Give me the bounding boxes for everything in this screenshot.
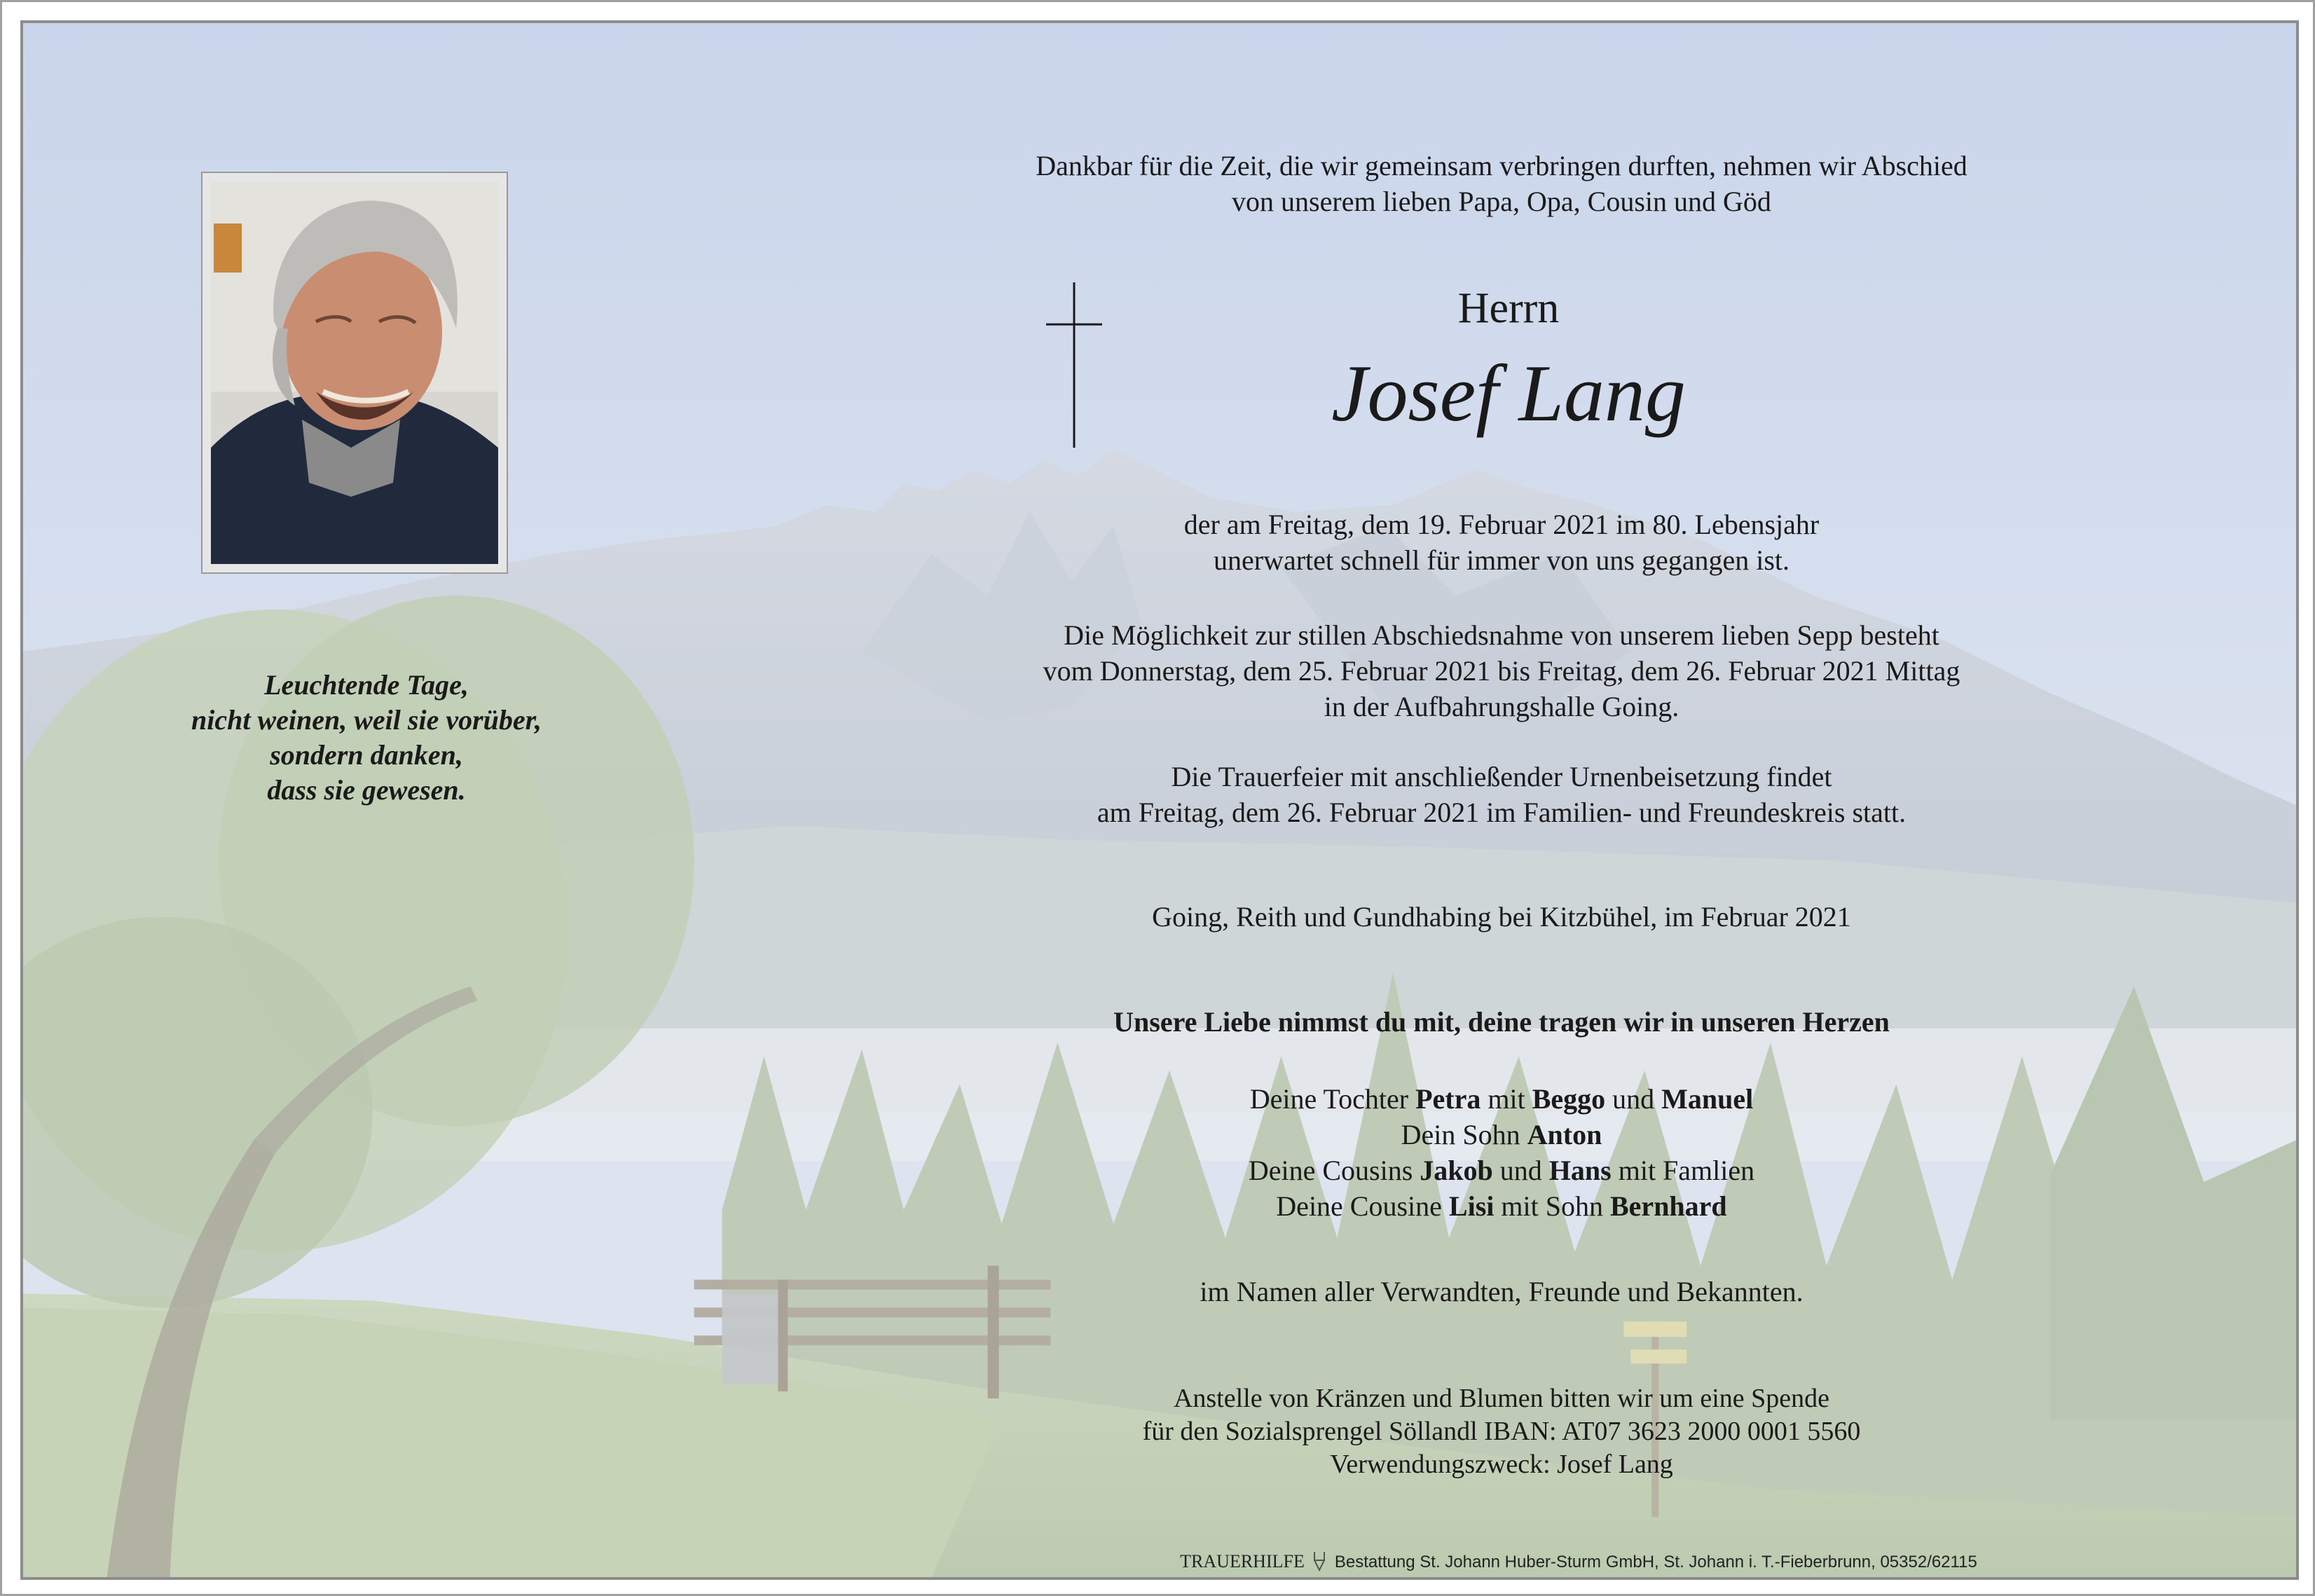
poem-line: dass sie gewesen. <box>267 774 466 806</box>
farewell-info <box>878 617 2125 724</box>
family-line: Deine Tochter Petra mit Beggo und Manuel <box>1249 1083 1754 1115</box>
honorific: Herrn <box>1457 284 1560 332</box>
poem-line: Leuchtende Tage, <box>264 669 469 701</box>
intro-text <box>878 148 2125 219</box>
closing-line: im Namen aller Verwandten, Freunde und Bekannten. <box>1200 1276 1804 1307</box>
place-date: Going, Reith und Gundhabing bei Kitzbühel, im Februar 2021 <box>1152 901 1851 933</box>
family-line: Dein Sohn Anton <box>1401 1119 1602 1150</box>
death-notice <box>878 507 2125 578</box>
motto: Unsere Liebe nimmst du mit, deine tragen wir in unseren Herzen <box>1113 1006 1890 1038</box>
farewell-line: Die Möglichkeit zur stillen Abschiedsnahme von unserem lieben Sepp besteht <box>1064 619 1939 651</box>
footer-imprint <box>1074 1550 2083 1572</box>
farewell-line: vom Donnerstag, dem 25. Februar 2021 bis Freitag, dem 26. Februar 2021 Mittag <box>1043 655 1960 687</box>
footer-brand: TRAUERHILFE <box>1180 1551 1305 1571</box>
poem-line: sondern danken, <box>270 739 463 771</box>
intro-line: von unserem lieben Papa, Opa, Cousin und Göd <box>1232 186 1771 217</box>
family-line: Deine Cousine Lisi mit Sohn Bernhard <box>1276 1190 1727 1222</box>
donation-request <box>878 1382 2125 1481</box>
portrait-photo <box>201 172 508 574</box>
family-list <box>878 1081 2125 1224</box>
obituary-frame <box>20 20 2299 1580</box>
footer-company: Bestattung St. Johann Huber-Sturm GmbH, St. Johann i. T.-Fieberbrunn, 05352/62115 <box>1334 1553 1977 1571</box>
cross-icon <box>1046 282 1102 450</box>
death-notice-line: der am Freitag, dem 19. Februar 2021 im 80. Lebensjahr <box>1183 509 1820 540</box>
farewell-line: in der Aufbahrungshalle Going. <box>1324 691 1679 722</box>
death-notice-line: unerwartet schnell für immer von uns gegangen ist. <box>1214 544 1790 576</box>
ceremony-info <box>878 759 2125 830</box>
ceremony-line: am Freitag, dem 26. Februar 2021 im Familien- und Freundeskreis statt. <box>1097 797 1907 828</box>
intro-line: Dankbar für die Zeit, die wir gemeinsam verbringen durften, nehmen wir Abschied <box>1036 150 1967 181</box>
trauerhilfe-logo-icon <box>1312 1550 1327 1571</box>
portrait-image <box>211 181 498 564</box>
donation-line: für den Sozialsprengel Söllandl IBAN: AT07 3623 2000 0001 5560 <box>1142 1417 1861 1446</box>
family-line: Deine Cousins Jakob und Hans mit Famlien <box>1248 1155 1755 1186</box>
deceased-name: Josef Lang <box>1331 349 1686 439</box>
memorial-poem <box>93 668 640 808</box>
poem-line: nicht weinen, weil sie vorüber, <box>191 704 542 736</box>
donation-line: Anstelle von Kränzen und Blumen bitten wir um eine Spende <box>1173 1384 1830 1413</box>
ceremony-line: Die Trauerfeier mit anschließender Urnenbeisetzung findet <box>1171 761 1832 792</box>
donation-line: Verwendungszweck: Josef Lang <box>1330 1450 1673 1479</box>
